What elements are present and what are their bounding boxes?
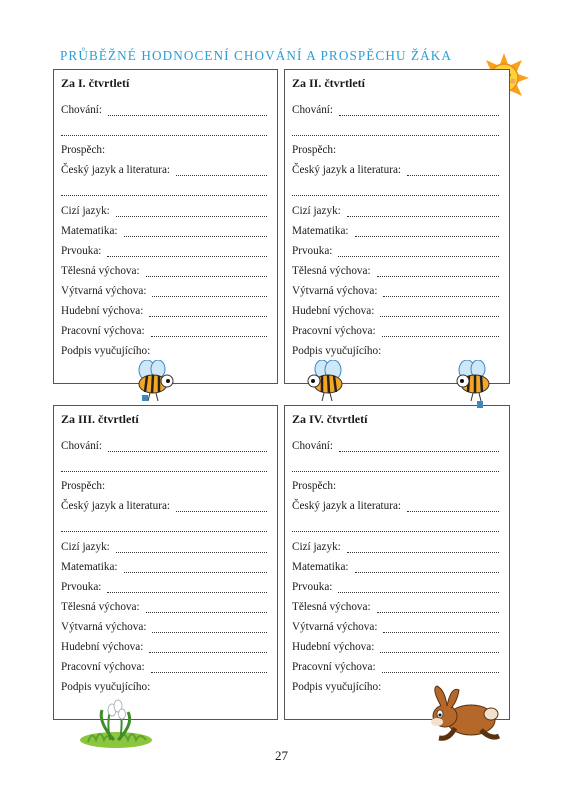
- quarter-box-3: [53, 405, 278, 720]
- quarter-title: Za II. čtvrtletí: [292, 76, 365, 90]
- foreign-row[interactable]: [61, 539, 267, 553]
- quarter-box-2: [284, 69, 510, 384]
- quarter-box-1: [53, 69, 278, 384]
- progress-row: [61, 478, 267, 492]
- science-row[interactable]: [61, 579, 267, 593]
- czech-row-2[interactable]: [61, 182, 267, 196]
- art-label: Výtvarná výchova:: [61, 285, 147, 297]
- foreign-row[interactable]: [61, 203, 267, 217]
- behavior-label: Chování:: [61, 104, 103, 116]
- quarter-title: Za III. čtvrtletí: [61, 412, 139, 426]
- art-row[interactable]: [292, 283, 499, 297]
- signature-row[interactable]: [292, 343, 499, 357]
- work-row[interactable]: [292, 659, 499, 673]
- art-row[interactable]: [61, 619, 267, 633]
- science-row[interactable]: [292, 579, 499, 593]
- czech-row-2[interactable]: [292, 182, 499, 196]
- czech-row-2[interactable]: [61, 518, 267, 532]
- behavior-row-2[interactable]: [292, 122, 499, 136]
- math-label: Matematika:: [292, 561, 349, 573]
- math-label: Matematika:: [292, 225, 349, 237]
- work-row[interactable]: [61, 323, 267, 337]
- work-label: Pracovní výchova:: [61, 325, 145, 337]
- music-label: Hudební výchova:: [292, 305, 375, 317]
- music-label: Hudební výchova:: [61, 305, 144, 317]
- work-label: Pracovní výchova:: [61, 661, 145, 673]
- math-label: Matematika:: [61, 225, 118, 237]
- signature-row[interactable]: [61, 343, 267, 357]
- science-label: Prvouka:: [292, 581, 333, 593]
- quarter-title: Za IV. čtvrtletí: [292, 412, 368, 426]
- progress-label: Prospěch:: [292, 480, 337, 492]
- quarter-title: Za I. čtvrtletí: [61, 76, 130, 90]
- pe-row[interactable]: [292, 599, 499, 613]
- foreign-row[interactable]: [292, 539, 499, 553]
- art-row[interactable]: [292, 619, 499, 633]
- behavior-row-2[interactable]: [292, 458, 499, 472]
- progress-label: Prospěch:: [292, 144, 337, 156]
- czech-row[interactable]: [61, 162, 267, 176]
- work-label: Pracovní výchova:: [292, 325, 376, 337]
- foreign-label: Cizí jazyk:: [292, 541, 341, 553]
- pe-label: Tělesná výchova:: [61, 601, 140, 613]
- czech-row-2[interactable]: [292, 518, 499, 532]
- pe-row[interactable]: [61, 263, 267, 277]
- math-label: Matematika:: [61, 561, 118, 573]
- science-row[interactable]: [61, 243, 267, 257]
- czech-row[interactable]: [292, 162, 499, 176]
- music-row[interactable]: [61, 639, 267, 653]
- music-row[interactable]: [292, 303, 499, 317]
- progress-row: [292, 478, 499, 492]
- progress-label: Prospěch:: [61, 144, 106, 156]
- czech-row[interactable]: [61, 498, 267, 512]
- pe-row[interactable]: [292, 263, 499, 277]
- work-label: Pracovní výchova:: [292, 661, 376, 673]
- math-row[interactable]: [292, 223, 499, 237]
- work-row[interactable]: [292, 323, 499, 337]
- art-row[interactable]: [61, 283, 267, 297]
- art-label: Výtvarná výchova:: [292, 621, 378, 633]
- behavior-row-2[interactable]: [61, 458, 267, 472]
- art-label: Výtvarná výchova:: [292, 285, 378, 297]
- behavior-row-2[interactable]: [61, 122, 267, 136]
- behavior-row[interactable]: [292, 102, 499, 116]
- math-row[interactable]: [61, 223, 267, 237]
- czech-row[interactable]: [292, 498, 499, 512]
- czech-label: Český jazyk a literatura:: [292, 164, 402, 176]
- pe-label: Tělesná výchova:: [292, 601, 371, 613]
- signature-label: Podpis vyučujícího:: [61, 345, 151, 357]
- page-title: PRŮBĚŽNÉ HODNOCENÍ CHOVÁNÍ A PROSPĚCHU ŽÁKA: [60, 48, 453, 63]
- music-label: Hudební výchova:: [61, 641, 144, 653]
- math-row[interactable]: [292, 559, 499, 573]
- progress-row: [292, 142, 499, 156]
- quarter-box-4: [284, 405, 510, 720]
- behavior-row[interactable]: [61, 438, 267, 452]
- snowdrop-flower-icon: [78, 690, 154, 750]
- science-label: Prvouka:: [61, 581, 102, 593]
- science-label: Prvouka:: [292, 245, 333, 257]
- bee-icon: [453, 360, 499, 410]
- math-row[interactable]: [61, 559, 267, 573]
- music-row[interactable]: [292, 639, 499, 653]
- czech-label: Český jazyk a literatura:: [61, 164, 171, 176]
- progress-row: [61, 142, 267, 156]
- work-row[interactable]: [61, 659, 267, 673]
- bee-icon: [302, 360, 348, 406]
- rabbit-icon: [425, 684, 505, 748]
- signature-label: Podpis vyučujícího:: [292, 681, 382, 693]
- signature-label: Podpis vyučujícího:: [61, 681, 151, 693]
- behavior-label: Chování:: [292, 104, 334, 116]
- foreign-label: Cizí jazyk:: [61, 205, 110, 217]
- art-label: Výtvarná výchova:: [61, 621, 147, 633]
- science-label: Prvouka:: [61, 245, 102, 257]
- behavior-row[interactable]: [61, 102, 267, 116]
- behavior-label: Chování:: [61, 440, 103, 452]
- bee-icon: [133, 360, 179, 406]
- science-row[interactable]: [292, 243, 499, 257]
- pe-row[interactable]: [61, 599, 267, 613]
- czech-label: Český jazyk a literatura:: [61, 500, 171, 512]
- progress-label: Prospěch:: [61, 480, 106, 492]
- page-number: 27: [275, 748, 288, 763]
- foreign-label: Cizí jazyk:: [292, 205, 341, 217]
- signature-label: Podpis vyučujícího:: [292, 345, 382, 357]
- music-label: Hudební výchova:: [292, 641, 375, 653]
- music-row[interactable]: [61, 303, 267, 317]
- behavior-row[interactable]: [292, 438, 499, 452]
- foreign-row[interactable]: [292, 203, 499, 217]
- pe-label: Tělesná výchova:: [61, 265, 140, 277]
- czech-label: Český jazyk a literatura:: [292, 500, 402, 512]
- foreign-label: Cizí jazyk:: [61, 541, 110, 553]
- pe-label: Tělesná výchova:: [292, 265, 371, 277]
- behavior-label: Chování:: [292, 440, 334, 452]
